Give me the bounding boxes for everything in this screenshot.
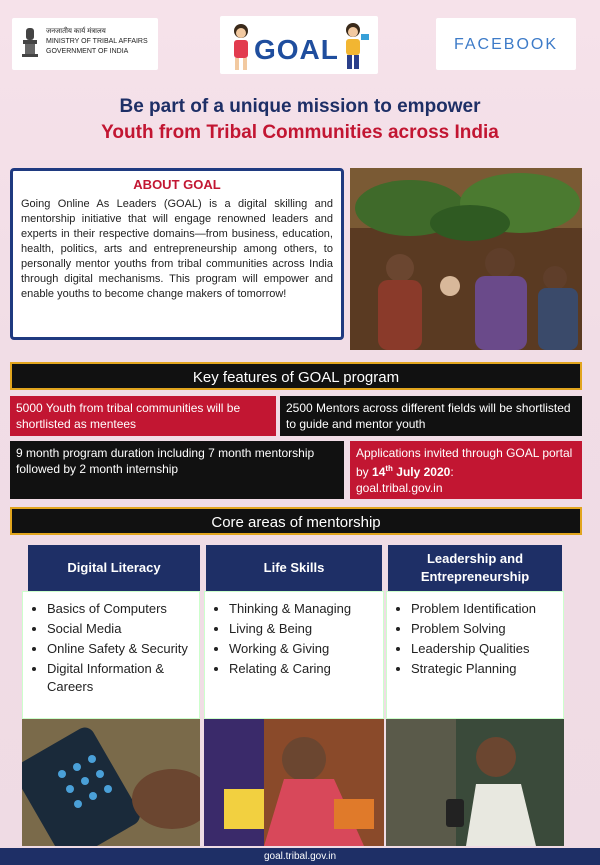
list-item: • Relating & Caring bbox=[229, 660, 377, 678]
list-item: • Working & Giving bbox=[229, 640, 377, 658]
leadership-heading-line2: Entrepreneurship bbox=[420, 569, 530, 584]
headline-line2: Youth from Tribal Communities across India bbox=[101, 122, 499, 143]
facebook-logo bbox=[436, 18, 576, 70]
list-item: • Living & Being bbox=[229, 620, 377, 638]
headline-line1: Be part of a unique mission to empower bbox=[119, 96, 481, 117]
feature-duration: 9 month program duration including 7 month mentorship followed by 2 month internship bbox=[10, 441, 344, 499]
list-item: • Online Safety & Security bbox=[47, 640, 193, 658]
leadership-heading-line1: Leadership and bbox=[426, 551, 524, 566]
ministry-logo bbox=[12, 18, 158, 70]
list-item: • Strategic Planning bbox=[411, 660, 557, 678]
core-areas-heading: Core areas of mentorship bbox=[10, 507, 582, 535]
goal-wordmark: GOAL bbox=[254, 34, 339, 65]
girl-figure-icon bbox=[226, 22, 256, 72]
column-digital-literacy-heading: Digital Literacy bbox=[28, 545, 200, 591]
column-leadership-heading bbox=[388, 545, 562, 591]
applications-colon: : bbox=[450, 465, 454, 479]
digital-literacy-list bbox=[22, 591, 200, 719]
list-item: • Thinking & Managing bbox=[229, 600, 377, 618]
government-name: GOVERNMENT OF INDIA bbox=[46, 48, 129, 55]
feature-applications bbox=[350, 441, 582, 499]
feature-mentors: 2500 Mentors across different fields will be shortlisted to guide and mentor youth bbox=[280, 396, 582, 436]
portal-link[interactable]: goal.tribal.gov.in bbox=[356, 481, 443, 495]
boy-figure-icon bbox=[338, 20, 372, 72]
woman-reading-photo bbox=[204, 719, 384, 846]
ministry-hindi: जनजातीय कार्य मंत्रालय bbox=[46, 28, 106, 35]
about-goal-box bbox=[10, 168, 344, 340]
footer-url[interactable]: goal.tribal.gov.in bbox=[0, 848, 600, 865]
about-body: Going Online As Leaders (GOAL) is a digital skilling and mentorship initiative that will engage renowned leaders and experts in their respective domains—from business, education, health, politics, arts and entrepreneurship among others, to personally mentor youths from tribal communities across India through digital mechanisms. This program will empower and enable youths to become change makers of tomorrow! bbox=[21, 198, 333, 300]
girl-with-phone-photo bbox=[386, 719, 564, 846]
leadership-list bbox=[386, 591, 564, 719]
ministry-name: MINISTRY OF TRIBAL AFFAIRS bbox=[46, 38, 148, 45]
list-item: • Problem Identification bbox=[411, 600, 557, 618]
about-title: ABOUT GOAL bbox=[133, 177, 221, 192]
list-item: • Digital Information & Careers bbox=[47, 660, 193, 696]
tribal-women-photo bbox=[350, 168, 582, 350]
life-skills-list bbox=[204, 591, 384, 719]
applications-text: Applications invited through GOAL portal by bbox=[356, 446, 573, 479]
applications-date-suffix: th bbox=[385, 464, 393, 473]
feature-mentees: 5000 Youth from tribal communities will be shortlisted as mentees bbox=[10, 396, 276, 436]
national-emblem-icon bbox=[20, 26, 40, 60]
column-life-skills-heading: Life Skills bbox=[206, 545, 382, 591]
applications-date-rest: July 2020 bbox=[392, 465, 451, 479]
list-item: • Basics of Computers bbox=[47, 600, 193, 618]
facebook-wordmark: FACEBOOK bbox=[453, 36, 559, 53]
list-item: • Leadership Qualities bbox=[411, 640, 557, 658]
list-item: • Problem Solving bbox=[411, 620, 557, 638]
applications-date-day: 14 bbox=[372, 465, 386, 479]
phone-hand-photo bbox=[22, 719, 200, 846]
key-features-heading: Key features of GOAL program bbox=[10, 362, 582, 390]
goal-logo bbox=[220, 16, 378, 74]
list-item: • Social Media bbox=[47, 620, 193, 638]
